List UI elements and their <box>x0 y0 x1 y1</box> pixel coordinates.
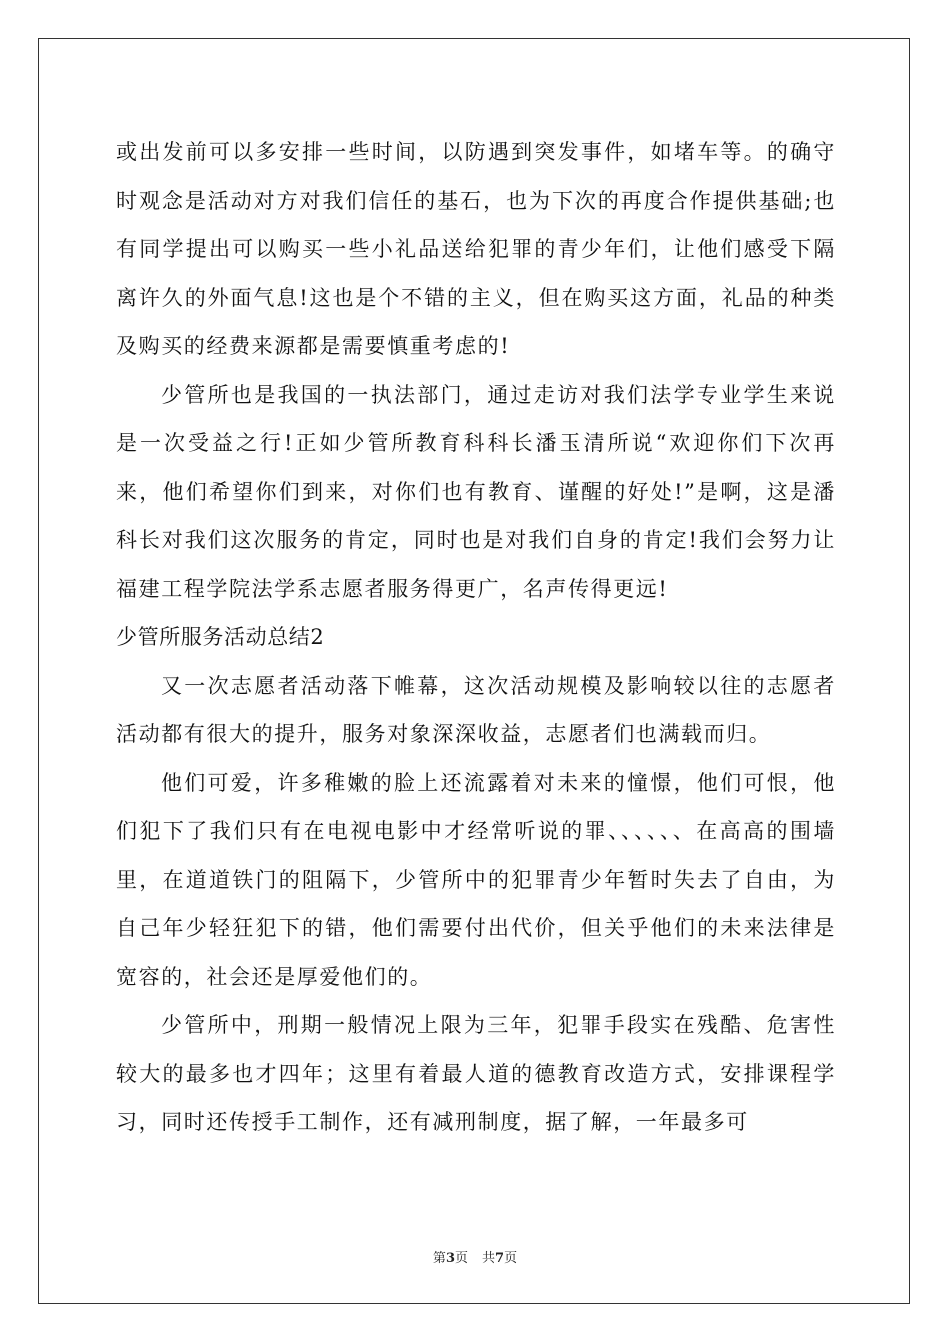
page-footer <box>0 1247 950 1266</box>
document-body <box>116 128 836 1147</box>
paragraph: 又一次志愿者活动落下帷幕，这次活动规模及影响较以往的志愿者活动都有很大的提升，服务对象深深收益，志愿者们也满载而归。 <box>116 673 836 746</box>
total-label-suffix: 页 <box>504 1251 518 1266</box>
paragraph: 或出发前可以多安排一些时间，以防遇到突发事件，如堵车等。的确守时观念是活动对方对我们信任的基石，也为下次的再度合作提供基础;也有同学提出可以购买一些小礼品送给犯罪的青少年们，让他们感受下隔离许久的外面气息!这也是个不错的主义，但在购买这方面，礼品的种类及购买的经费来源都是需要慎重考虑的! <box>116 140 836 358</box>
total-pages-number: 7 <box>495 1251 505 1266</box>
paragraph: 少管所中，刑期一般情况上限为三年，犯罪手段实在残酷、危害性较大的最多也才四年；这里有着最人道的德教育改造方式，安排课程学习，同时还传授手工制作，还有减刑制度，据了解，一年最多可 <box>116 1013 836 1134</box>
paragraph: 他们可爱，许多稚嫩的脸上还流露着对未来的憧憬，他们可恨，他们犯下了我们只有在电视电影中才经常听说的罪、、、、、、在高高的围墙里，在道道铁门的阻隔下，少管所中的犯罪青少年暂时失去了自由，为自己年少轻狂犯下的错，他们需要付出代价，但关乎他们的未来法律是宽容的，社会还是厚爱他们的。 <box>116 770 836 989</box>
paragraph: 少管所也是我国的一执法部门，通过走访对我们法学专业学生来说是一次受益之行!正如少管所教育科科长潘玉清所说“欢迎你们下次再来，他们希望你们到来，对你们也有教育、谨醒的好处!”是啊，这是潘科长对我们这次服务的肯定，同时也是对我们自身的肯定!我们会努力让福建工程学院法学系志愿者服务得更广，名声传得更远! <box>116 382 836 601</box>
total-label-prefix: 共 <box>482 1251 496 1266</box>
page-label-suffix: 页 <box>454 1251 468 1266</box>
current-page-number: 3 <box>445 1251 455 1266</box>
section-heading: 少管所服务活动总结2 <box>116 625 325 649</box>
page-label-prefix: 第 <box>432 1251 446 1266</box>
